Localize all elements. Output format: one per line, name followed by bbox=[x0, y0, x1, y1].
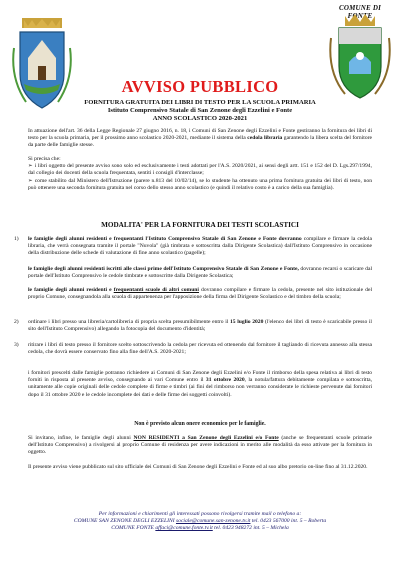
item-collect-books: ritirare i libri di testo presso il fornitore scelto sottoscrivendo la cedola per ricevuta ed ottenendo dal fornitore il tagliando di ricevuta annesso alla stessa cedola, che dovrà essere conservato fino alla fine dell'A.S. 2020-2021; bbox=[28, 342, 372, 356]
arrow-bullet-icon: ➢ bbox=[28, 178, 33, 184]
fonte-email-link[interactable]: affaci@comune.fonte.tv.it bbox=[155, 525, 213, 531]
item-other-schools bbox=[28, 287, 372, 301]
modalita-heading: MODALITA' PER LA FORNITURA DEI TESTI SCOLASTICI bbox=[101, 221, 299, 229]
item-residents-text: compilare e firmare la cedola libraria, che verrà consegnata tramite il portale "Nuvola" (già timbrata e sottoscritta dalla Dirigente Scolastica) dall'Istituto Comprensivo in occasione della distribuzione delle schede di valutazione di fine anno scolastico (pagelle); bbox=[28, 236, 372, 257]
item-order-text-b: (l'elenco dei libri di testo è scaricabile presso il sito dell'Istituto Comprensivo) allegando la fotocopia del documento d'identità; bbox=[28, 319, 372, 333]
item-first-class-bold: le famiglie degli alunni residenti iscritti alle classi prime dell'Istituto Comprensivo Statale di San Zenone e Fonte, bbox=[28, 266, 299, 272]
item-number-1: 1) bbox=[14, 236, 19, 242]
item-order-books bbox=[28, 319, 372, 333]
item-other-schools-text: dovranno compilare e firmare la cedola, presente nel sito istituzionale del proprio Comune, consegnandola alla scuola di appartenenza per l'apposizione della firma del Dirigente Scolastico e del timbro della scuola; bbox=[28, 287, 373, 301]
suppliers-text-a: i fornitori prescelti dalle famiglie potranno richiedere ai Comuni di San Zenone degli Ezzelini e/o Fonte il rimborso della spesa relativa ai libri di testo forniti in risposta al presente avviso, consegnando ai vari Comune entro il bbox=[28, 370, 372, 384]
fonte-crest-caption: COMUNE DI FONTE bbox=[338, 4, 382, 20]
footer-fonte-phone: tel. 0423 948272 int. 5 – Michela bbox=[212, 525, 289, 531]
notice-subtitle bbox=[20, 99, 380, 124]
specify-bullet-1-text: i libri oggetto del presente avviso sono solo ed esclusivamente i testi adottati per l'A.S. 2020/2021, ai sensi degli artt. 151 e 152 del D. Lgs.297/1994, dal collegio dei docenti della scuola frequentata, sentiti i consigli d'interclasse; bbox=[28, 163, 372, 177]
suppliers-deadline: 31 ottobre 2020 bbox=[205, 377, 245, 384]
subtitle-line-3: ANNO SCOLASTICO 2020-2021 bbox=[152, 115, 248, 123]
item-order-text-a: ordinare i libri presso una libreria/cartolibreria di propria scelta presumibilmente entro il bbox=[28, 319, 230, 325]
suppliers-text-b: , la notula/fattura debitamente compilata e sottoscritta, unitamente alle copie originali delle cedole complete di firme e timbri (ai fini del rimborso non verranno considerate le richieste pervenute dai fornitori dopo il 31 ottobre 2020 e le cedole incomplete dei dati e delle firme dei soggetti coinvolti). bbox=[28, 377, 373, 398]
invite-text-b: (anche se frequentanti scuole primarie dell'Istituto Comprensivo) a rivolgersi al proprio Comune di residenza per avere indicazioni in merito alle modalità da esso attivate per la fornitura in oggetto. bbox=[28, 435, 372, 456]
footer-fonte-label: COMUNE FONTE bbox=[111, 525, 156, 531]
intro-bold: cedola libraria bbox=[247, 135, 283, 142]
invite-paragraph bbox=[28, 435, 372, 457]
notice-title: AVVISO PUBBLICO bbox=[121, 77, 279, 96]
item-residents bbox=[28, 236, 372, 258]
specify-bullet-2 bbox=[28, 178, 372, 192]
invite-text-a: Si invitano, infine, le famiglie degli alunni bbox=[28, 435, 134, 441]
no-cost-notice: Non è previsto alcun onere economico per le famiglie. bbox=[134, 421, 266, 427]
invite-non-residents: NON RESIDENTI a San Zenone degli Ezzelini e/o Fonte bbox=[133, 435, 279, 441]
item-number-2: 2) bbox=[14, 319, 19, 325]
publication-paragraph: Il presente avviso viene pubblicato sul sito ufficiale dei Comuni di San Zenone degli Ezzelini e Fonte ed al suo albo pretorio on-line fino al 31.12.2020. bbox=[28, 464, 368, 470]
footer-line-3 bbox=[0, 525, 400, 532]
subtitle-line-2: Istituto Comprensivo Statale di San Zenone degli Ezzelini e Fonte bbox=[107, 107, 293, 115]
intro-paragraph bbox=[28, 128, 372, 150]
item-other-schools-underlined: frequentanti scuole di altri comuni bbox=[113, 287, 199, 293]
specify-bullet-2-text: come stabilito dal Ministero dell'Istruzione (parere n.813 del 10/02/14), se lo studente ha ottenuto una prima fornitura gratuita dei libri di testo, non può ottenere una seconda fornitura gratuita nel corso dello stesso anno scolastico (e quindi il relativo costo è a carico della sua famiglia). bbox=[28, 178, 372, 192]
specify-lead: Si precisa che: bbox=[28, 156, 61, 162]
item-first-class-text: dovranno recarsi o scaricare dal portale dell'Istituto Comprensivo le cedole timbrate e sottoscritte dalla Dirigente Scolastica; bbox=[28, 266, 373, 280]
suppliers-paragraph bbox=[28, 370, 372, 399]
specify-bullet-1 bbox=[28, 163, 372, 177]
intro-text-a: In attuazione dell'art. 36 della Legge Regionale 27 giugno 2016, n. 18, i Comuni di San Zenone degli Ezzelini e Fonte gestiranno la fornitura dei libri di testo per la scuola primaria, per il prossimo anno scolastico 2020-2021, mediante il sistema della bbox=[28, 128, 372, 142]
arrow-bullet-icon: ➢ bbox=[28, 163, 33, 169]
footer-san-zenone-label: COMUNE SAN ZENONE DEGLI EZZELINI bbox=[73, 518, 176, 524]
subtitle-line-1: FORNITURA GRATUITA DEI LIBRI DI TESTO PER LA SCUOLA PRIMARIA bbox=[84, 99, 316, 106]
item-residents-bold: le famiglie degli alunni residenti e frequentanti l'Istituto Comprensivo Statale di San Zenone e Fonte dovranno bbox=[28, 236, 302, 242]
item-order-date: 15 luglio 2020 bbox=[229, 319, 264, 325]
item-other-schools-bold: le famiglie degli alunni residenti e bbox=[28, 287, 114, 293]
intro-text-b: garantendo la libera scelta del fornitore da parte delle famiglie stesse. bbox=[28, 135, 372, 149]
footer-line-2 bbox=[0, 518, 400, 525]
contact-footer bbox=[0, 511, 400, 532]
footer-san-zenone-phone: tel. 0423 567000 int. 5 – Roberta bbox=[250, 518, 327, 524]
san-zenone-email-link[interactable]: sociale@comune.san-zenone.tv.it bbox=[175, 518, 251, 524]
item-number-3: 3) bbox=[14, 342, 19, 348]
item-first-class bbox=[28, 266, 372, 280]
footer-line-1: Per informazioni e chiarimenti gli interessati possono rivolgersi tramite mail o telefono a: bbox=[98, 511, 302, 517]
